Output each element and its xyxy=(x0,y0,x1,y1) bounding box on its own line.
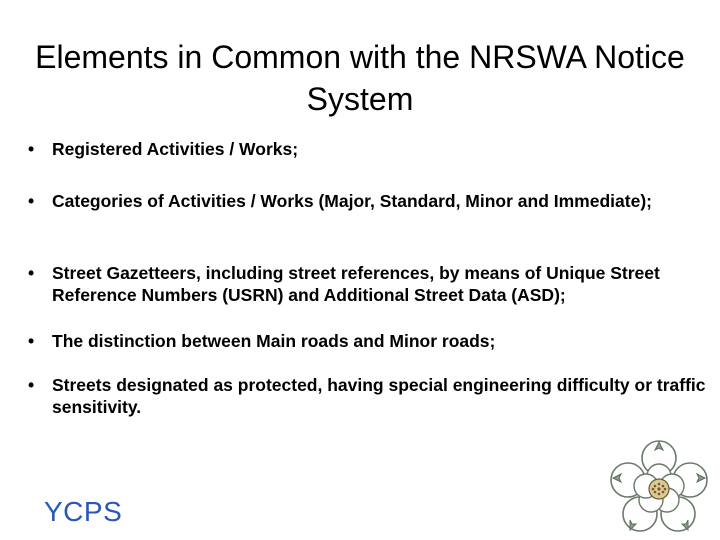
bullet-dot: • xyxy=(28,263,35,283)
yorkshire-rose-icon xyxy=(610,440,708,532)
bullet-item xyxy=(24,190,712,212)
bullet-dot: • xyxy=(28,191,35,211)
bullet-text: The distinction between Main roads and Minor roads; xyxy=(52,331,496,351)
bullet-dot: • xyxy=(28,331,35,351)
bullet-text: Street Gazetteers, including street references, by means of Unique Street Reference Numbers (USRN) and Additional Street Data (ASD); xyxy=(52,263,660,305)
bullet-item xyxy=(24,374,712,418)
bullet-text: Streets designated as protected, having special engineering difficulty or traffic sensitivity. xyxy=(52,375,706,417)
slide-title: Elements in Common with the NRSWA Notice System xyxy=(35,39,685,117)
bullet-text: Categories of Activities / Works (Major, Standard, Minor and Immediate); xyxy=(52,191,652,211)
ycps-logo: YCPS xyxy=(44,496,123,527)
bullet-text: Registered Activities / Works; xyxy=(52,139,299,159)
bullet-item xyxy=(24,262,712,306)
bullet-dot: • xyxy=(28,139,35,159)
bullet-item xyxy=(24,138,712,160)
bullet-item xyxy=(24,330,712,352)
bullet-dot: • xyxy=(28,375,35,395)
